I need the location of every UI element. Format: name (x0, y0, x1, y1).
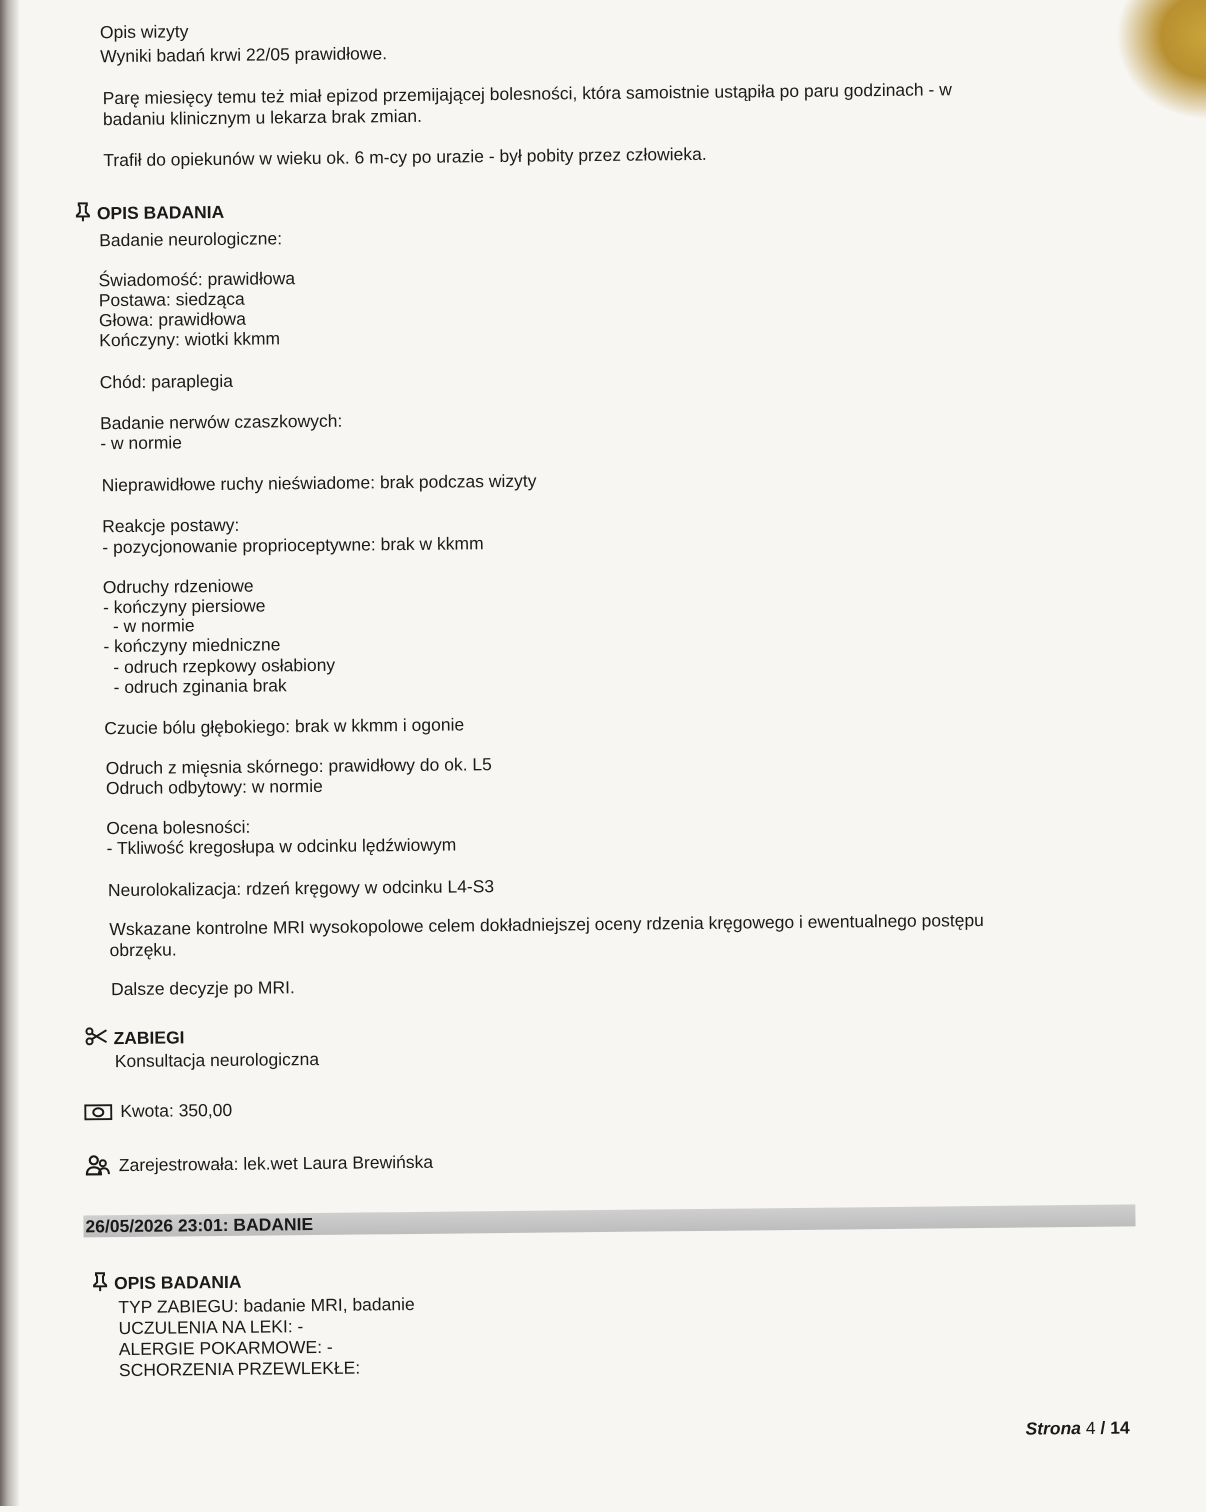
exam2-heading (92, 1270, 242, 1297)
amount-row (84, 1100, 232, 1123)
exam-line: - odruch rzepkowy osłabiony (104, 655, 336, 677)
entry-date-header: 26/05/2026 23:01: BADANIE (83, 1204, 1135, 1237)
scissors-icon (85, 1027, 107, 1050)
exam-line: Badanie neurologiczne: (99, 228, 282, 250)
page-label: Strona (1025, 1418, 1081, 1439)
exam-line: - pozycjonowanie proprioceptywne: brak w kkmm (102, 533, 483, 557)
people-icon (85, 1154, 111, 1176)
exam-line: Czucie bólu głębokiego: brak w kkmm i ogonie (104, 714, 464, 738)
exam2-line: SCHORZENIA PRZEWLEKŁE: (119, 1358, 360, 1381)
exam-line: - odruch zginania brak (104, 675, 287, 697)
exam-line: Odruch z mięsnia skórnego: prawidłowy do ok. L5 (106, 754, 492, 778)
banknote-icon (84, 1104, 112, 1120)
visit-notes-line: Parę miesięcy temu też miał epizod przemijającej bolesności, która samoistnie ustąpiła po paru godzinach - w (103, 79, 952, 108)
exam-line: Dalsze decyzje po MRI. (111, 977, 295, 999)
amount-label: Kwota: 350,00 (120, 1100, 232, 1122)
exam-line: Głowa: prawidłowa (99, 309, 246, 331)
exam-line: Odruchy rdzeniowe (103, 576, 254, 598)
exam-heading-label: OPIS BADANIA (97, 202, 225, 224)
exam-line: - Tkliwość kregosłupa w odcinku lędźwiowym (106, 835, 456, 859)
visit-notes-line: Wyniki badań krwi 22/05 prawidłowe. (100, 43, 387, 66)
pin-icon (92, 1271, 108, 1296)
procedure-item: Konsultacja neurologiczna (115, 1049, 320, 1071)
procedures-heading-label: ZABIEGI (113, 1027, 184, 1049)
registered-row (85, 1151, 433, 1177)
visit-notes-line: badaniu klinicznym u lekarza brak zmian. (103, 106, 422, 129)
exam-line: - w normie (103, 615, 195, 636)
page-number (1025, 1417, 1129, 1439)
exam2-line: TYP ZABIEGU: badanie MRI, badanie (118, 1294, 415, 1317)
exam-line: Postawa: siedząca (99, 289, 245, 311)
exam-line: - kończyny piersiowe (103, 595, 266, 617)
page-current: 4 (1086, 1418, 1096, 1438)
visit-notes-title: Opis wizyty (100, 21, 189, 42)
exam-line: - kończyny miedniczne (103, 634, 280, 656)
procedures-heading (85, 1026, 184, 1050)
exam-line: - w normie (100, 432, 182, 453)
exam-line: Badanie nerwów czaszkowych: (100, 411, 342, 434)
exam2-line: ALERGIE POKARMOWE: - (119, 1337, 333, 1359)
exam-line: Wskazane kontrolne MRI wysokopolowe celem dokładniejszej oceny rdzenia kręgowego i ewentualnego postępu (109, 910, 984, 939)
exam-line: Odruch odbytowy: w normie (106, 776, 323, 798)
exam2-heading-label: OPIS BADANIA (114, 1272, 242, 1294)
exam-line: obrzęku. (109, 939, 176, 960)
registered-label: Zarejestrowała: lek.wet Laura Brewińska (119, 1151, 433, 1175)
exam-line: Chód: paraplegia (100, 371, 233, 392)
exam-line: Neurolokalizacja: rdzeń kręgowy w odcinku L4-S3 (108, 876, 494, 900)
pin-icon (75, 201, 91, 226)
exam-heading (75, 200, 225, 227)
exam2-line: UCZULENIA NA LEKI: - (118, 1316, 303, 1338)
visit-notes-line: Trafił do opiekunów w wieku ok. 6 m-cy po urazie - był pobity przez człowieka. (103, 144, 707, 170)
page-total: / 14 (1100, 1417, 1129, 1437)
exam-line: Reakcje postawy: (102, 515, 239, 536)
exam-line: Kończyny: wiotki kkmm (99, 328, 280, 350)
exam-line: Nieprawidłowe ruchy nieświadome: brak podczas wizyty (102, 471, 537, 496)
exam-line: Ocena bolesności: (106, 817, 250, 839)
exam-line: Świadomość: prawidłowa (98, 268, 295, 290)
